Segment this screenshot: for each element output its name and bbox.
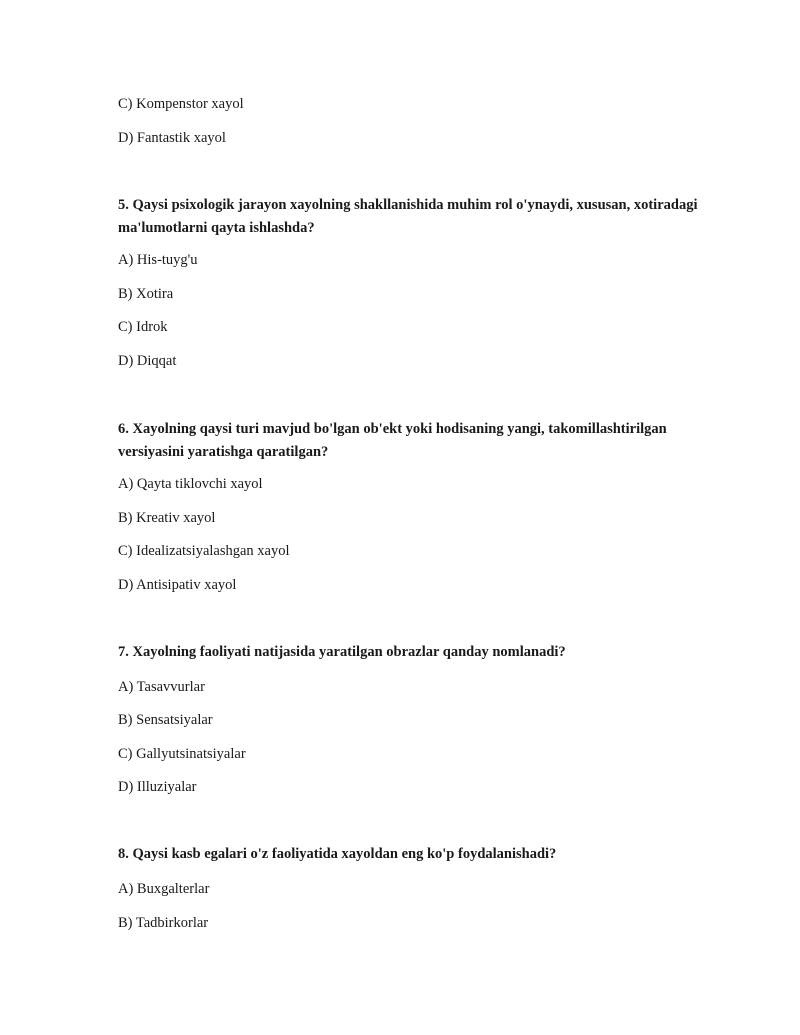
option-b: B) Xotira bbox=[118, 286, 174, 302]
option-a: A) Buxgalterlar bbox=[118, 881, 210, 897]
option-c: C) Idrok bbox=[118, 319, 168, 335]
option-d: D) Antisipativ xayol bbox=[118, 577, 237, 593]
option-c: C) Idealizatsiyalashgan xayol bbox=[118, 543, 290, 559]
option-b: B) Sensatsiyalar bbox=[118, 712, 213, 728]
question-6-text: 6. Xayolning qaysi turi mavjud bo'lgan ob'ekt yoki hodisaning yangi, takomillashtirilgan versiyasini yaratishga qaratilgan? bbox=[118, 421, 667, 460]
option-a: A) Qayta tiklovchi xayol bbox=[118, 476, 263, 492]
option-a: A) Tasavvurlar bbox=[118, 679, 205, 695]
question-5-text: 5. Qaysi psixologik jarayon xayolning shakllanishida muhim rol o'ynaydi, xususan, xotiradagi ma'lumotlarni qayta ishlashda? bbox=[118, 197, 698, 236]
document-page bbox=[118, 0, 718, 1035]
option-d: D) Illuziyalar bbox=[118, 779, 197, 795]
option-d: D) Fantastik xayol bbox=[118, 130, 226, 146]
option-b: B) Tadbirkorlar bbox=[118, 915, 209, 931]
option-c: C) Kompenstor xayol bbox=[118, 96, 244, 112]
option-c: C) Gallyutsinatsiyalar bbox=[118, 746, 246, 762]
option-a: A) His-tuyg'u bbox=[118, 252, 198, 268]
question-7-text: 7. Xayolning faoliyati natijasida yaratilgan obrazlar qanday nomlanadi? bbox=[118, 644, 566, 660]
option-b: B) Kreativ xayol bbox=[118, 510, 216, 526]
option-d: D) Diqqat bbox=[118, 353, 177, 369]
question-8-text: 8. Qaysi kasb egalari o'z faoliyatida xayoldan eng ko'p foydalanishadi? bbox=[118, 846, 557, 862]
